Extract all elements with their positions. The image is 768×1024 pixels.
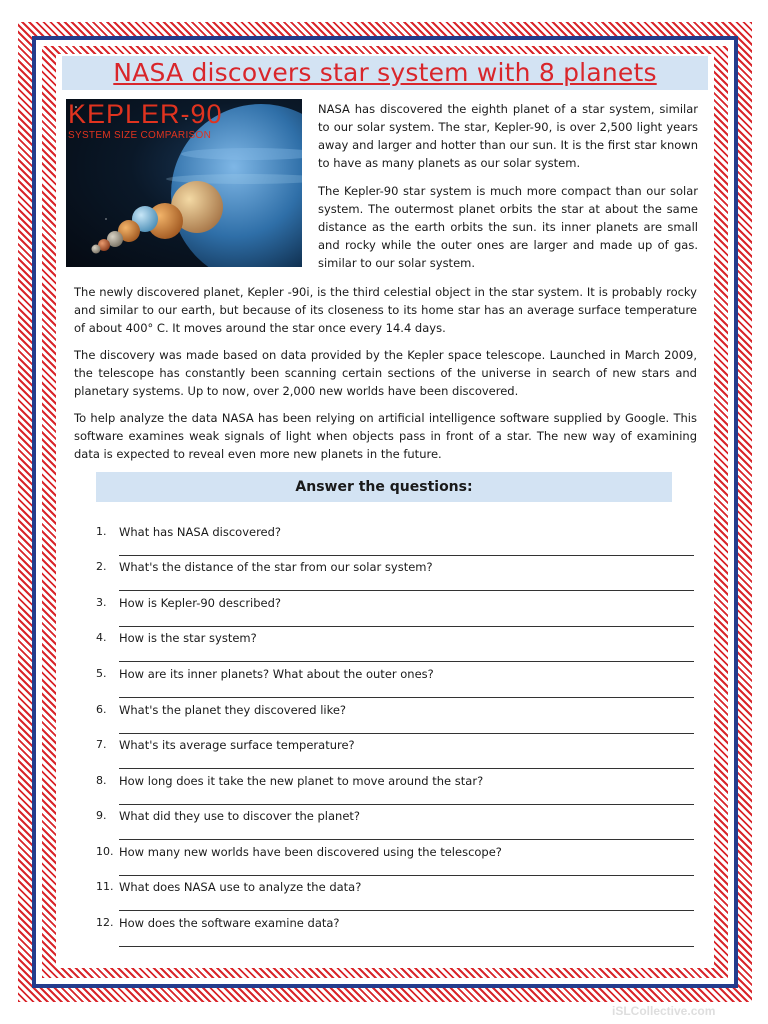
question-number: 4. bbox=[96, 631, 107, 644]
questions-header bbox=[96, 472, 672, 502]
paragraph-5: To help analyze the data NASA has been relying on artificial intelligence software supplied by Google. This software examines weak signals of light when objects pass in front of a star. The new way of examining data is expected to reveal even more new planets in the future. bbox=[74, 411, 697, 461]
answer-line[interactable] bbox=[119, 590, 694, 591]
paragraph-4: The discovery was made based on data provided by the Kepler space telescope. Launched in March 2009, the telescope has constantly been scanning certain sections of the universe in search of new stars and planetary systems. Up to now, over 2,000 new worlds have been discovered. bbox=[74, 348, 697, 398]
question-number: 10. bbox=[96, 845, 114, 858]
answer-line[interactable] bbox=[119, 697, 694, 698]
question-text: How many new worlds have been discovered using the telescope? bbox=[119, 845, 502, 859]
kepler-90-image bbox=[66, 99, 302, 267]
question-text: How are its inner planets? What about the outer ones? bbox=[119, 667, 434, 681]
site-watermark: iSLCollective.com bbox=[612, 1004, 716, 1018]
paragraph-3: The newly discovered planet, Kepler -90i, is the third celestial object in the star system. It is probably rocky and similar to our earth, but because of its closeness to its home star has an average surface temperature of about 400° C. It moves around the star once every 14.4 days. bbox=[74, 285, 697, 335]
question-text: How long does it take the new planet to move around the star? bbox=[119, 774, 484, 788]
question-number: 2. bbox=[96, 560, 107, 573]
question-text: How is Kepler-90 described? bbox=[119, 596, 282, 610]
question-text: What does NASA use to analyze the data? bbox=[119, 880, 362, 894]
question-text: What did they use to discover the planet? bbox=[119, 809, 361, 823]
question-text: How does the software examine data? bbox=[119, 916, 340, 930]
question-number: 7. bbox=[96, 738, 107, 751]
answer-line[interactable] bbox=[119, 875, 694, 876]
image-subtitle: SYSTEM SIZE COMPARISON bbox=[68, 130, 212, 141]
question-number: 11. bbox=[96, 880, 114, 893]
question-text: How is the star system? bbox=[119, 631, 257, 645]
question-number: 8. bbox=[96, 774, 107, 787]
question-number: 1. bbox=[96, 525, 107, 538]
paragraph-1: NASA has discovered the eighth planet of a star system, similar to our solar system. The star, Kepler-90, is over 2,500 light years away and larger and hotter than our sun. It is the first star known to have as many planets as our solar system. bbox=[318, 102, 698, 170]
answer-line[interactable] bbox=[119, 804, 694, 805]
answer-line[interactable] bbox=[119, 768, 694, 769]
page-title: NASA discovers star system with 8 planets bbox=[113, 58, 657, 87]
answer-line[interactable] bbox=[119, 626, 694, 627]
question-text: What has NASA discovered? bbox=[119, 525, 282, 539]
question-number: 5. bbox=[96, 667, 107, 680]
image-title: KEPLER-90 bbox=[68, 99, 223, 129]
question-text: What's its average surface temperature? bbox=[119, 738, 355, 752]
answer-line[interactable] bbox=[119, 946, 694, 947]
question-number: 12. bbox=[96, 916, 114, 929]
answer-line[interactable] bbox=[119, 733, 694, 734]
answer-line[interactable] bbox=[119, 839, 694, 840]
question-number: 9. bbox=[96, 809, 107, 822]
question-number: 3. bbox=[96, 596, 107, 609]
answer-line[interactable] bbox=[119, 555, 694, 556]
answer-line[interactable] bbox=[119, 910, 694, 911]
question-number: 6. bbox=[96, 703, 107, 716]
answer-line[interactable] bbox=[119, 661, 694, 662]
question-text: What's the planet they discovered like? bbox=[119, 703, 347, 717]
title-bar bbox=[62, 56, 708, 90]
question-text: What's the distance of the star from our solar system? bbox=[119, 560, 433, 574]
paragraph-2: The Kepler-90 star system is much more compact than our solar system. The outermost planet orbits the star at about the same distance as the earth orbits the sun. its inner planets are small and rocky while the outer ones are larger and made up of gas. similar to our solar system. bbox=[318, 184, 698, 270]
worksheet-content bbox=[56, 54, 714, 968]
questions-header-text: Answer the questions: bbox=[295, 479, 473, 495]
